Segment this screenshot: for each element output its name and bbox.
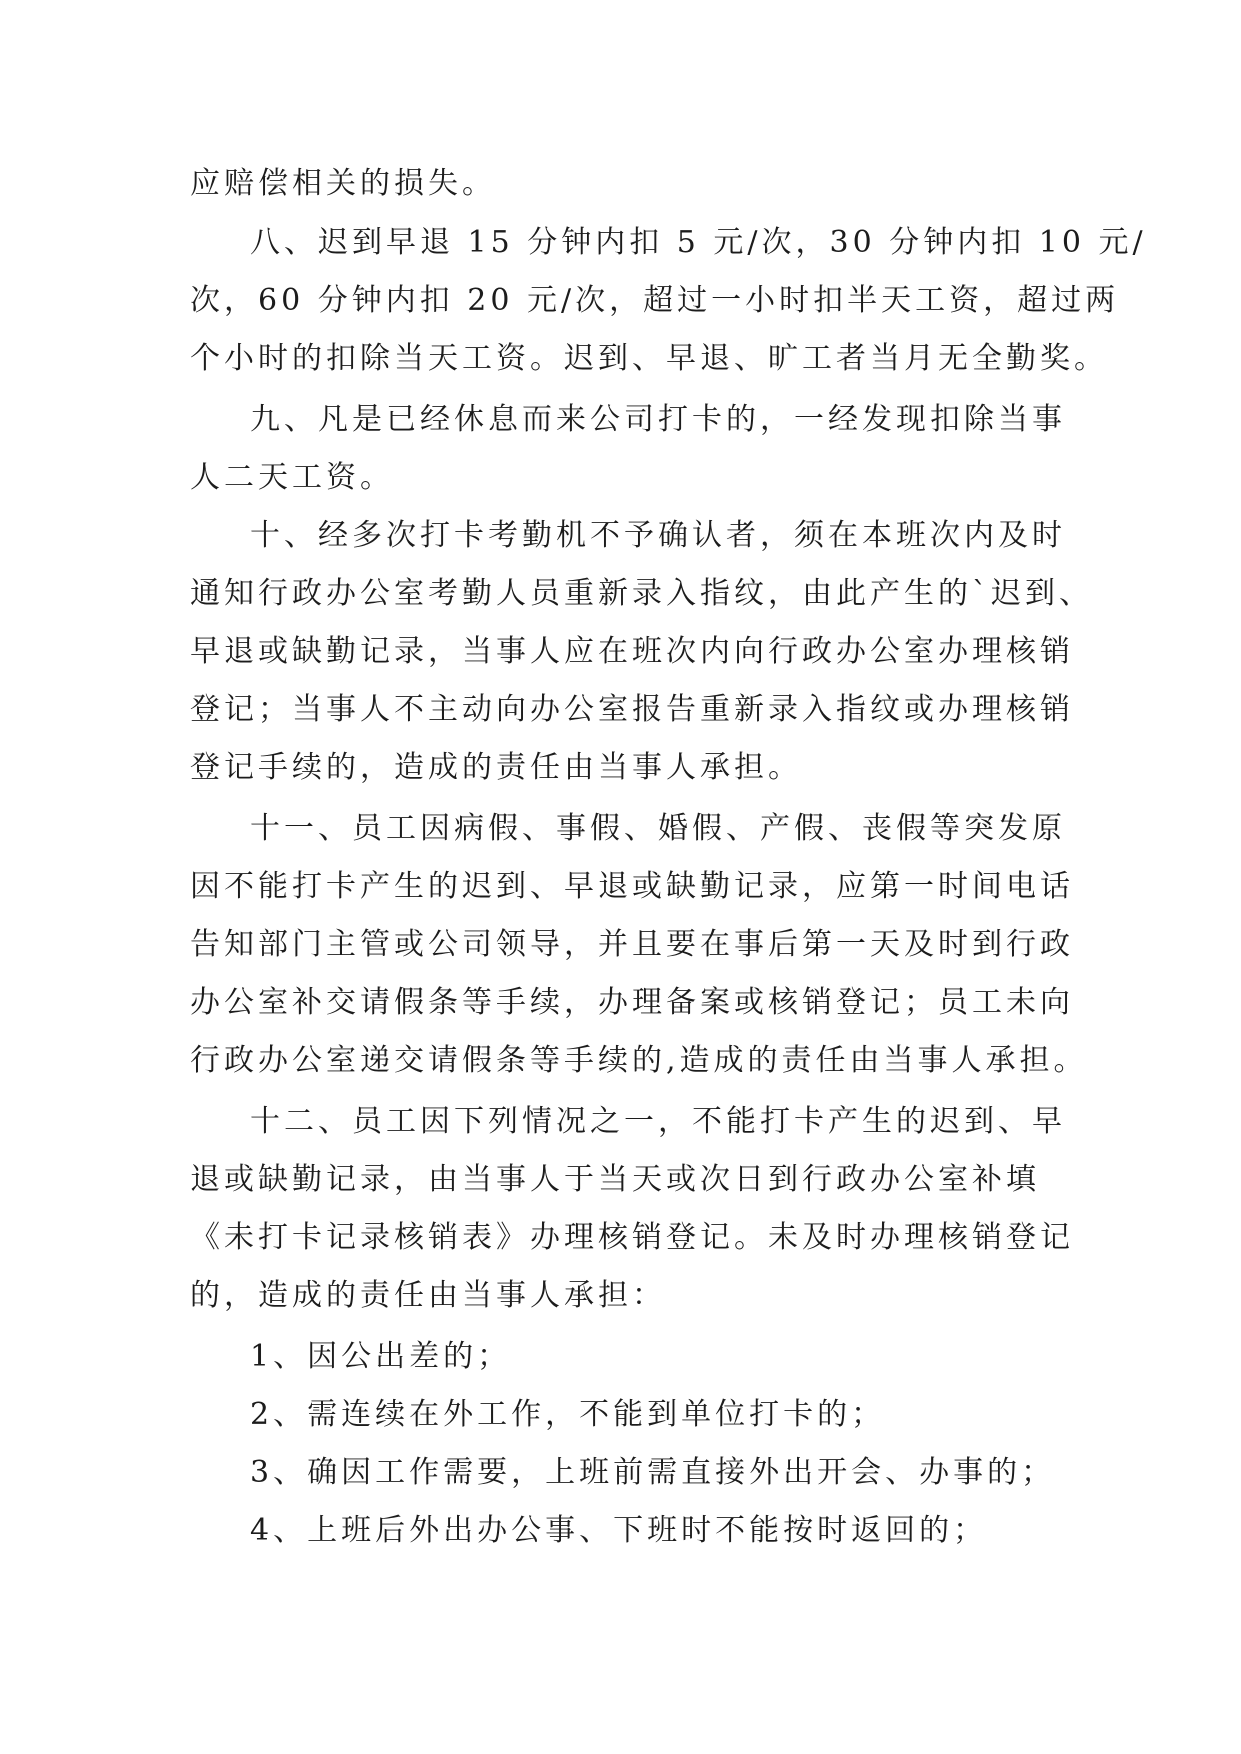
list-item: 4、上班后外出办公事、下班时不能按时返回的； [250, 1513, 988, 1548]
text-line: 办公室补交请假条等手续，办理备案或核销登记；员工未向 [190, 985, 1074, 1020]
text-line: 告知部门主管或公司领导，并且要在事后第一天及时到行政 [190, 927, 1074, 962]
list-item: 1、因公出差的； [250, 1339, 512, 1374]
list-item: 2、需连续在外工作，不能到单位打卡的； [250, 1397, 886, 1432]
text-line: 八、迟到早退 15 分钟内扣 5 元/次，30 分钟内扣 10 元/ [250, 225, 1147, 260]
list-item: 3、确因工作需要，上班前需直接外出开会、办事的； [250, 1455, 1056, 1490]
text-line: 因不能打卡产生的迟到、早退或缺勤记录，应第一时间电话 [190, 869, 1074, 904]
text-line: 通知行政办公室考勤人员重新录入指纹，由此产生的`迟到、 [190, 576, 1093, 611]
text-line: 人二天工资。 [190, 460, 394, 495]
text-line: 十二、员工因下列情况之一，不能打卡产生的迟到、早 [250, 1104, 1066, 1139]
text-line: 应赔偿相关的损失。 [190, 166, 496, 201]
text-line: 退或缺勤记录，由当事人于当天或次日到行政办公室补填 [190, 1162, 1040, 1197]
text-line: 九、凡是已经休息而来公司打卡的，一经发现扣除当事 [250, 402, 1066, 437]
text-line: 十、经多次打卡考勤机不予确认者，须在本班次内及时 [250, 518, 1066, 553]
text-line: 十一、员工因病假、事假、婚假、产假、丧假等突发原 [250, 811, 1066, 846]
text-line: 登记手续的，造成的责任由当事人承担。 [190, 750, 802, 785]
text-line: 早退或缺勤记录，当事人应在班次内向行政办公室办理核销 [190, 634, 1074, 669]
text-line: 行政办公室递交请假条等手续的,造成的责任由当事人承担。 [190, 1043, 1088, 1078]
text-line: 登记；当事人不主动向办公室报告重新录入指纹或办理核销 [190, 692, 1074, 727]
text-line: 的，造成的责任由当事人承担： [190, 1278, 666, 1313]
text-line: 《未打卡记录核销表》办理核销登记。未及时办理核销登记 [190, 1220, 1074, 1255]
text-line: 次，60 分钟内扣 20 元/次，超过一小时扣半天工资，超过两 [190, 283, 1120, 318]
text-line: 个小时的扣除当天工资。迟到、早退、旷工者当月无全勤奖。 [190, 341, 1108, 376]
